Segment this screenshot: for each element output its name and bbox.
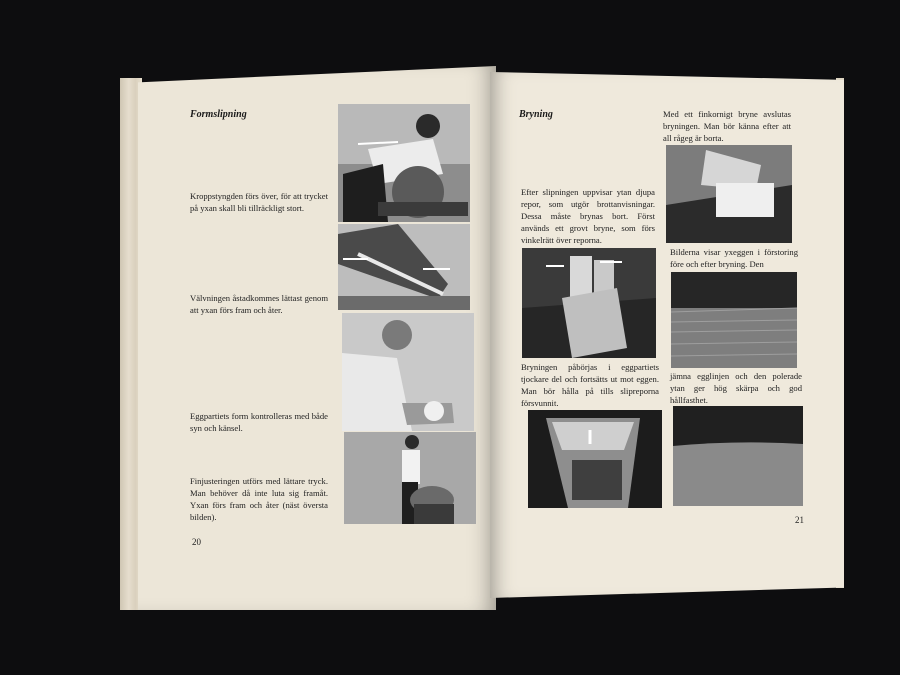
left-page-number: 20 — [192, 537, 201, 547]
photo-man-grinding-axe — [338, 104, 470, 222]
right-page-number: 21 — [795, 515, 804, 525]
left-paragraph-3: Eggpartiets form kontrolleras med både syn och känsel. — [190, 411, 328, 433]
right-paragraph-2: Bryningen påbörjas i eggpartiets tjockare del och fortsätts ut mot eggen. Man bör hålla på tills slipreporna försvunnit. — [521, 362, 659, 408]
photo-man-checking-edge — [342, 313, 474, 431]
photo-hand-honing-axe — [522, 248, 656, 358]
right-paragraph-3: Med ett finkornigt bryne avslutas bryningen. Man bör känna efter att all rågeg är borta. — [663, 109, 791, 143]
left-heading: Formslipning — [190, 109, 247, 120]
left-paragraph-1: Kroppstyngden förs över, för att trycket på yxan skall bli tillräckligt stort. — [190, 191, 328, 213]
photo-axe-head-up — [528, 410, 662, 508]
right-paragraph-1: Efter slipningen uppvisar ytan djupa repor, som utgör brottanvisningar. Dessa måste brynas bort. Först används ett grovt bryne, som förs vinkelrätt över reporna. — [521, 187, 655, 245]
left-paragraph-4: Finjusteringen utförs med lättare tryck. Man behöver då inte luta sig framåt. Yxan förs fram och åter (näst översta bilden). — [190, 476, 328, 522]
right-paragraph-5: jämna egglinjen och den polerade ytan ger hög skärpa och god hållfasthet. — [670, 371, 802, 405]
photo-edge-magnified-after — [673, 406, 803, 506]
photo-hand-fine-hone — [666, 145, 792, 243]
photo-edge-magnified-before — [671, 272, 797, 368]
photo-man-at-grinder — [344, 432, 476, 524]
right-heading: Bryning — [519, 109, 553, 120]
photo-axe-on-stone — [338, 224, 470, 310]
left-paragraph-2: Välvningen åstadkommes lättast genom att yxan förs fram och åter. — [190, 293, 328, 315]
right-paragraph-4: Bilderna visar yxeggen i förstoring före och efter bryning. Den — [670, 247, 798, 269]
